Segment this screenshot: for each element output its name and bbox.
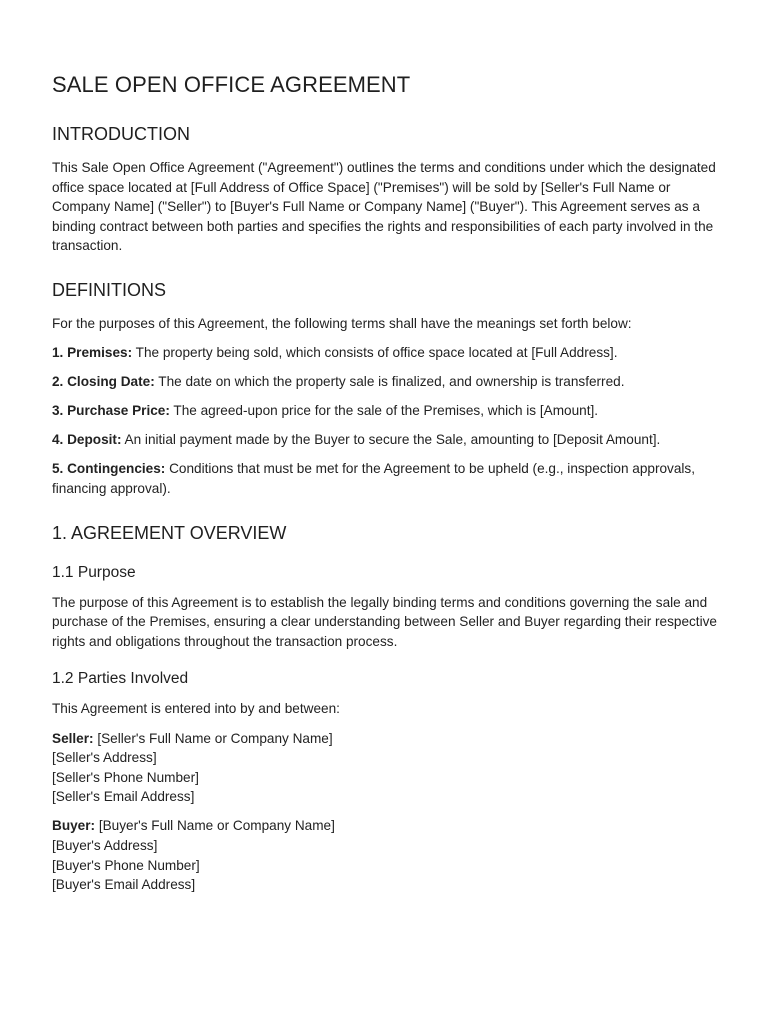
definition-item-premises [52, 343, 718, 363]
seller-block [52, 729, 718, 807]
definition-term: 2. Closing Date: [52, 374, 155, 390]
parties-heading: 1.2 Parties Involved [52, 670, 189, 688]
definition-item-contingencies [52, 459, 718, 498]
seller-phone: [Seller's Phone Number] [52, 769, 199, 785]
introduction-heading: INTRODUCTION [52, 124, 190, 144]
buyer-phone: [Buyer's Phone Number] [52, 857, 200, 873]
definition-term: 4. Deposit: [52, 432, 122, 448]
definition-term: 5. Contingencies: [52, 461, 166, 477]
seller-name: [Seller's Full Name or Company Name] [93, 730, 333, 746]
definitions-intro: For the purposes of this Agreement, the following terms shall have the meanings set forth below: [52, 315, 632, 331]
definition-term: 1. Premises: [52, 345, 133, 361]
buyer-label: Buyer: [52, 818, 96, 834]
definition-text: The date on which the property sale is finalized, and ownership is transferred. [154, 374, 625, 390]
seller-name-line [52, 729, 718, 749]
definition-text: Conditions that must be met for the Agreement to be upheld (e.g., inspection approvals, financing approval). [52, 461, 696, 497]
buyer-block [52, 816, 718, 894]
seller-email: [Seller's Email Address] [52, 789, 195, 805]
buyer-name: [Buyer's Full Name or Company Name] [95, 818, 335, 834]
seller-address: [Seller's Address] [52, 750, 157, 766]
definition-text: The agreed-upon price for the sale of the Premises, which is [Amount]. [169, 403, 599, 419]
purpose-heading: 1.1 Purpose [52, 563, 136, 581]
buyer-address: [Buyer's Address] [52, 837, 158, 853]
document-title: SALE OPEN OFFICE AGREEMENT [52, 72, 411, 97]
definition-text: An initial payment made by the Buyer to secure the Sale, amounting to [Deposit Amount]. [121, 432, 661, 448]
agreement-overview-heading: 1. AGREEMENT OVERVIEW [52, 522, 287, 543]
buyer-email: [Buyer's Email Address] [52, 877, 196, 893]
purpose-paragraph: The purpose of this Agreement is to establish the legally binding terms and conditions governing the sale and purchase of the Premises, ensuring a clear understanding between Seller and Buyer regarding their respective rights and obligations throughout the transaction process. [52, 594, 717, 649]
seller-label: Seller: [52, 730, 94, 746]
definitions-heading: DEFINITIONS [52, 279, 167, 300]
definition-text: The property being sold, which consists of office space located at [Full Address]. [132, 345, 618, 361]
definition-item-closing-date [52, 372, 718, 392]
introduction-paragraph: This Sale Open Office Agreement ("Agreement") outlines the terms and conditions under which the designated office space located at [Full Address of Office Space] ("Premises") will be sold by [Seller's Full Name or Company Name] ("Seller") to [Buyer's Full Name or Company Name] ("Buyer"). This Agreement serves as a binding contract between both parties and specifies the rights and responsibilities of each party involved in the transaction. [52, 160, 716, 254]
buyer-name-line [52, 816, 718, 836]
definition-item-purchase-price [52, 401, 718, 421]
parties-intro: This Agreement is entered into by and between: [52, 701, 340, 717]
definition-term: 3. Purchase Price: [52, 403, 170, 419]
definition-item-deposit [52, 430, 718, 450]
